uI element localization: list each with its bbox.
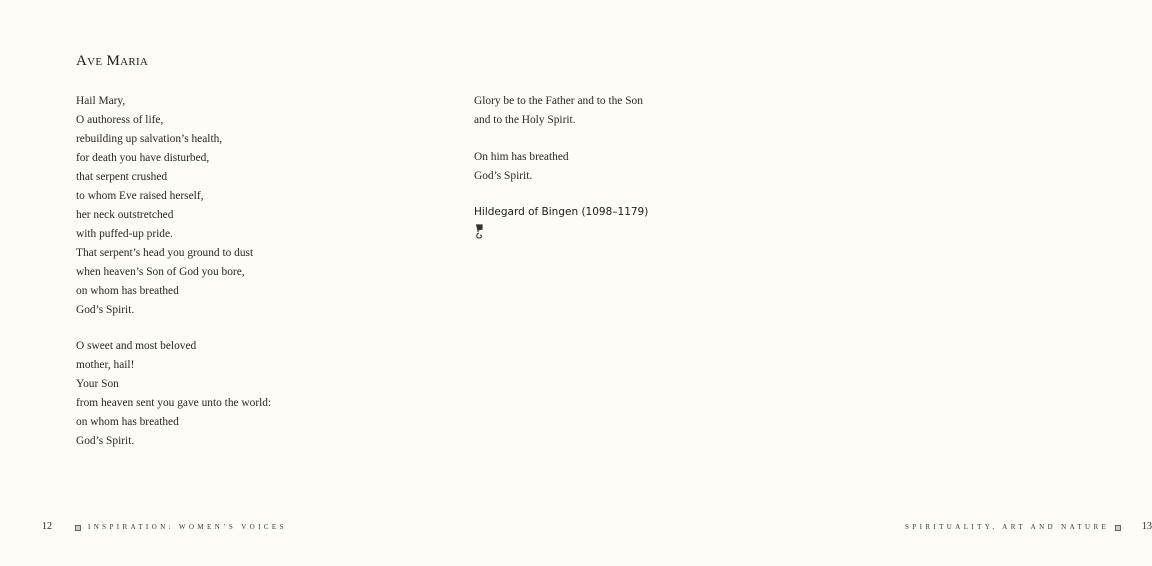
poem-line: On him has breathed [474, 151, 569, 163]
poem-line: Hail Mary, [76, 95, 126, 107]
poem-line: with puffed-up pride. [76, 228, 173, 240]
poem-line: from heaven sent you gave unto the world: [76, 397, 272, 409]
poem-line: That serpent’s head you ground to dust [76, 247, 254, 259]
attribution: Hildegard of Bingen (1098–1179) [474, 206, 649, 218]
poem-line: Your Son [76, 378, 119, 390]
poem-line: and to the Holy Spirit. [474, 114, 576, 126]
poem-line: on whom has breathed [76, 416, 179, 428]
poem-line: mother, hail! [76, 359, 135, 371]
right-stanza-1 [474, 92, 643, 130]
neume-ornament-icon [475, 224, 485, 240]
square-bullet-icon [1115, 525, 1121, 531]
right-stanza-2 [474, 148, 569, 186]
right-running-head: SPIRITUALITY, ART AND NATURE [905, 523, 1110, 531]
right-page [400, 0, 1152, 566]
poem-line: for death you have disturbed, [76, 152, 210, 164]
poem-line: her neck outstretched [76, 209, 174, 221]
poem-line: God’s Spirit. [76, 304, 135, 316]
left-page [0, 0, 400, 566]
poem-line: Glory be to the Father and to the Son [474, 95, 643, 107]
square-bullet-icon [75, 525, 81, 531]
left-stanza-1 [76, 92, 253, 320]
poem-title: Ave Maria [76, 53, 149, 69]
poem-line: when heaven’s Son of God you bore, [76, 266, 245, 278]
poem-line: O authoress of life, [76, 114, 164, 126]
right-page-number: 13 [1142, 521, 1152, 532]
poem-line: O sweet and most beloved [76, 340, 197, 352]
poem-line: rebuilding up salvation’s health, [76, 133, 223, 145]
poem-line: on whom has breathed [76, 285, 179, 297]
poem-line: God’s Spirit. [76, 435, 135, 447]
left-running-head: INSPIRATION: WOMEN’S VOICES [88, 523, 287, 531]
poem-line: that serpent crushed [76, 171, 168, 183]
poem-line: God’s Spirit. [474, 170, 533, 182]
poem-line: to whom Eve raised herself, [76, 190, 204, 202]
left-page-number: 12 [42, 521, 52, 532]
left-stanza-2 [76, 337, 271, 451]
